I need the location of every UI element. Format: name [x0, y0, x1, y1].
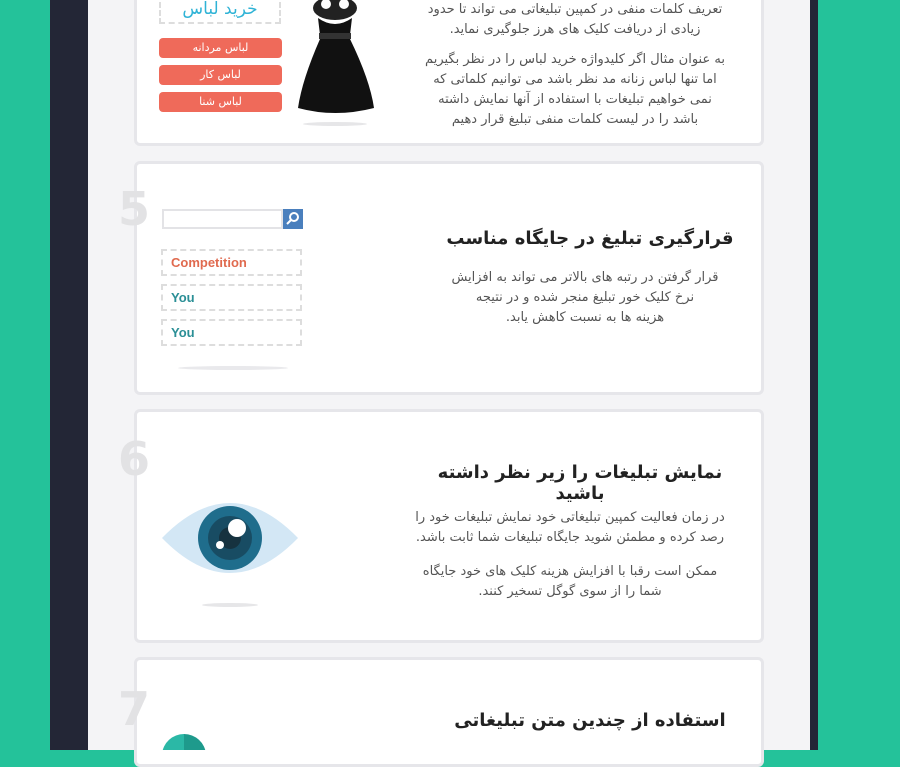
card4-p2-line: اما تنها لباس زنانه مد نظر باشد می توانیم کلماتی که [433, 72, 717, 87]
card4-paragraph-1: تعریف کلمات منفی در کمپین تبلیغاتی می تواند تا حدود زیادی از دریافت کلیک های هرز جلوگیری نماید. [427, 2, 723, 37]
search-icon [283, 209, 303, 229]
card6-title: نمایش تبلیغات را زیر نظر داشته باشید [437, 462, 723, 504]
card6-p2-line: ممکن است رقبا با افزایش هزینه کلیک های خود جایگاه [422, 564, 718, 579]
card6-paragraph-2 [390, 562, 750, 602]
card6-p1-line: در زمان فعالیت کمپین تبلیغاتی خود نمایش تبلیغات خود را [415, 510, 725, 525]
dress-icon [290, 0, 380, 130]
pie-icon [160, 732, 208, 750]
tag-mens-clothes: لباس مردانه [159, 38, 282, 58]
eye-icon [160, 488, 300, 612]
card4-p2-line: نمی خواهیم تبلیغات با استفاده از آنها نمایش داشته [438, 92, 712, 107]
tag-swimwear: لباس شنا [159, 92, 282, 112]
buy-clothes-label: خرید لباس [182, 0, 258, 19]
card7-title: استفاده از چندین متن تبلیغاتی [454, 710, 726, 731]
card6-paragraph-1 [390, 508, 750, 548]
card6-p2-line: شما را از سوی گوگل تسخیر کنند. [478, 584, 662, 599]
buy-clothes-box [159, 0, 281, 24]
card4-p2-line: باشد را در لیست کلمات منفی تبلیغ قرار دهیم [451, 112, 699, 127]
tag-work-clothes: لباس کار [159, 65, 282, 85]
card6-p1-line: رصد کرده و مطمئن شوید جایگاه تبلیغات شما ثابت باشد. [415, 530, 725, 545]
card5-body-line: نرخ کلیک خور تبلیغ منجر شده و در نتیجه [475, 290, 695, 305]
result-row-you: You [161, 284, 302, 311]
card4-paragraph-2 [400, 50, 750, 130]
step-number-6: 6 [118, 432, 151, 486]
step-number-5: 5 [118, 182, 151, 236]
result-row-you: You [161, 319, 302, 346]
search-button [283, 209, 303, 229]
results-shadow [178, 366, 288, 370]
card5-body [425, 268, 745, 328]
step-number-7: 7 [118, 682, 151, 736]
card4-p2-line: به عنوان مثال اگر کلیدواژه خرید لباس را در نظر بگیریم [425, 52, 725, 67]
search-input [162, 209, 283, 229]
result-row-competition: Competition [161, 249, 302, 276]
card5-body-line: قرار گرفتن در رتبه های بالاتر می تواند به افزایش [451, 270, 719, 285]
card5-title: قرارگیری تبلیغ در جایگاه مناسب [446, 228, 734, 249]
card5-body-line: هزینه ها به نسبت کاهش یابد. [505, 310, 665, 325]
